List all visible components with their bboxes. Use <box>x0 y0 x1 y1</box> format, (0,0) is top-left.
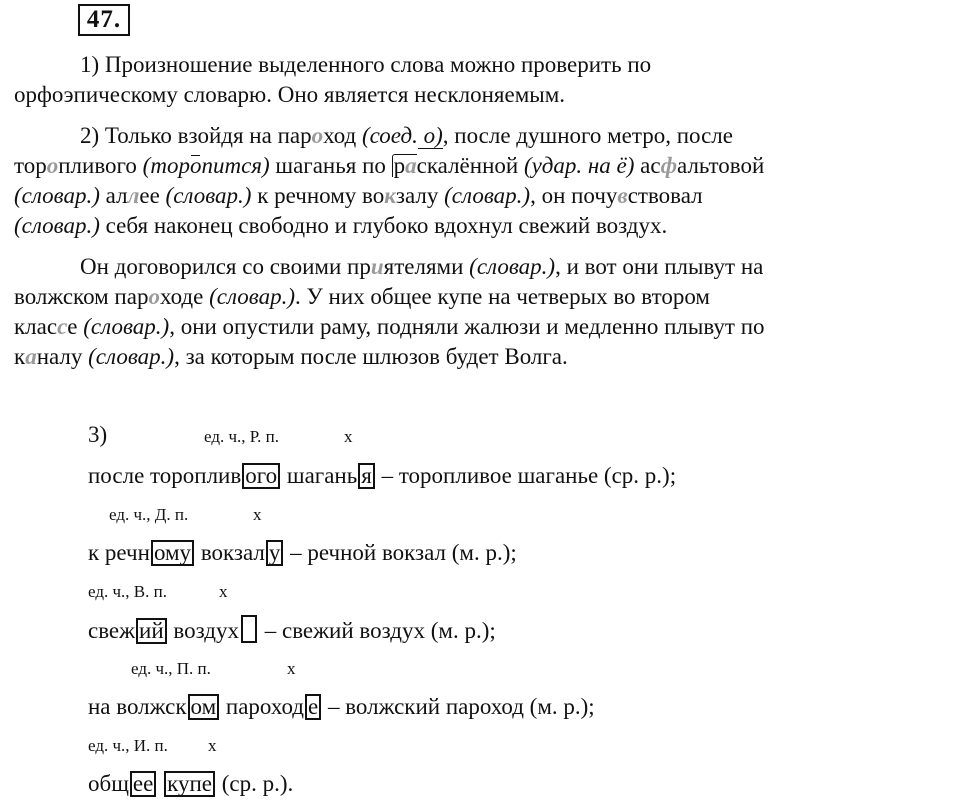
paragraph-1 <box>14 50 914 110</box>
text-fragment: – речной вокзал (м. р.); <box>284 540 517 565</box>
case-label: ед. ч., Р. п. <box>204 427 279 446</box>
ending-box: е <box>305 694 321 720</box>
section-label: 3) <box>88 422 108 447</box>
text-line <box>14 181 914 211</box>
ending-box: ому <box>151 540 194 566</box>
text-fragment: свеж <box>88 618 136 643</box>
text-fragment: , и вот они плывут на <box>555 254 764 279</box>
exercise-number: 47. <box>78 4 130 36</box>
text-fragment: ас <box>634 153 661 178</box>
text-fragment: ал <box>99 183 128 208</box>
x-mark: х <box>344 427 353 446</box>
text-fragment: шагань <box>281 463 358 488</box>
check-letter: о <box>189 153 202 178</box>
text-fragment: к <box>14 344 26 369</box>
ending-box: ее <box>130 771 156 797</box>
paragraph-2 <box>14 121 914 241</box>
text-fragment: (ср. р.). <box>215 771 294 796</box>
highlighted-letter: с <box>57 314 68 339</box>
case-label: ед. ч., В. п. <box>88 582 167 601</box>
text-fragment: ходе <box>159 284 210 309</box>
text-fragment: ятелями <box>383 254 470 279</box>
rule-note: пится) <box>201 153 270 178</box>
ending-box: у <box>266 540 284 566</box>
text-line <box>14 151 914 181</box>
rule-note: (тор <box>142 153 190 178</box>
phrase-row-2 <box>88 538 517 568</box>
phrase-row-3 <box>88 615 496 646</box>
text-fragment: пливого <box>58 153 143 178</box>
rule-note: (словар.) <box>444 183 531 208</box>
text-fragment: – свежий воздух (м. р.); <box>259 618 496 643</box>
text-line <box>14 252 914 282</box>
text-fragment: 2) Только взойдя на пар <box>80 123 312 148</box>
case-label: ед. ч., И. п. <box>88 736 168 755</box>
text-fragment: налу <box>36 344 89 369</box>
rule-note: (словар.) <box>14 213 100 238</box>
x-mark: х <box>287 659 296 678</box>
highlighted-letter: в <box>617 183 628 208</box>
x-mark: х <box>208 736 217 755</box>
text-fragment: после тороплив <box>88 463 242 488</box>
text-fragment <box>157 771 163 796</box>
rule-note: (словар.) <box>469 254 556 279</box>
ending-box: я <box>358 463 375 489</box>
text-fragment: – торопливое шаганье (ср. р.); <box>375 463 677 488</box>
text-fragment: . У них общее купе на четверых во втором <box>295 284 710 309</box>
root-mark <box>392 154 417 177</box>
x-mark: х <box>219 582 228 601</box>
text-line: 1) Произношение выделенного слова можно проверить по <box>80 52 652 77</box>
text-fragment: шаганья по <box>269 153 392 178</box>
highlighted-letter: а <box>25 344 37 369</box>
highlighted-letter: ф <box>660 153 678 178</box>
text-fragment: р <box>393 153 406 178</box>
ending-box: ого <box>242 463 280 489</box>
text-line <box>14 282 914 312</box>
text-fragment: себя наконец свободно и глубоко вдохнул свежий воздух. <box>99 213 668 238</box>
text-fragment: , после душного метро, после <box>442 123 733 148</box>
text-line <box>14 342 914 372</box>
text-fragment: пароход <box>220 694 304 719</box>
rule-note: (словар.) <box>209 284 295 309</box>
rule-note: (словар.) <box>88 344 175 369</box>
highlighted-letter: о <box>46 153 59 178</box>
text-line <box>14 211 914 241</box>
text-fragment: , они опустили раму, подняли жалюзи и медленно плывут по <box>169 314 765 339</box>
ending-box: ий <box>136 618 167 644</box>
phrase-row-4 <box>88 692 595 722</box>
highlighted-letter: а <box>405 153 417 178</box>
text-fragment: ее <box>139 183 166 208</box>
rule-note: (удар. на ё) <box>523 153 635 178</box>
zero-ending-box <box>241 615 257 643</box>
text-line: орфоэпическому словарю. Оно является несклоняемым. <box>14 82 566 107</box>
rule-note-underlined: о) <box>417 123 443 148</box>
highlighted-letter: к <box>384 183 396 208</box>
text-line <box>14 121 914 151</box>
highlighted-letter: о <box>148 284 160 309</box>
text-fragment: , он почу <box>530 183 618 208</box>
highlighted-letter: л <box>127 183 140 208</box>
ending-box: купе <box>164 771 215 797</box>
text-fragment: к речн <box>88 540 150 565</box>
paragraph-3 <box>14 252 914 372</box>
text-line <box>14 312 914 342</box>
x-mark: х <box>253 505 262 524</box>
text-fragment: на волжск <box>88 694 187 719</box>
rule-note: (словар.) <box>14 183 100 208</box>
highlighted-letter: и <box>370 254 384 279</box>
text-fragment: волжском пар <box>14 284 149 309</box>
rule-note: (словар.) <box>165 183 252 208</box>
text-fragment: клас <box>14 314 58 339</box>
text-fragment: ход <box>323 123 363 148</box>
phrase-row-1 <box>88 461 676 491</box>
text-fragment: Он договорился со своими пр <box>80 254 371 279</box>
rule-note: (словар.) <box>83 314 170 339</box>
text-fragment: альтовой <box>677 153 765 178</box>
text-fragment: залу <box>395 183 445 208</box>
text-fragment: вокзал <box>195 540 265 565</box>
ending-box: ом <box>188 694 220 720</box>
text-fragment: воздух <box>167 618 239 643</box>
case-label: ед. ч., П. п. <box>131 659 211 678</box>
text-fragment: , за которым после шлюзов будет Волга. <box>174 344 568 369</box>
text-fragment: е <box>67 314 84 339</box>
text-fragment: скалённой <box>416 153 524 178</box>
rule-note: (соед. <box>362 123 418 148</box>
case-label: ед. ч., Д. п. <box>109 505 189 524</box>
highlighted-letter: о <box>311 123 324 148</box>
phrase-row-5 <box>88 769 293 799</box>
text-fragment: ствовал <box>627 183 703 208</box>
text-fragment: – волжский пароход (м. р.); <box>322 694 595 719</box>
text-fragment: к речному во <box>251 183 385 208</box>
text-fragment: тор <box>14 153 47 178</box>
text-fragment: общ <box>88 771 129 796</box>
